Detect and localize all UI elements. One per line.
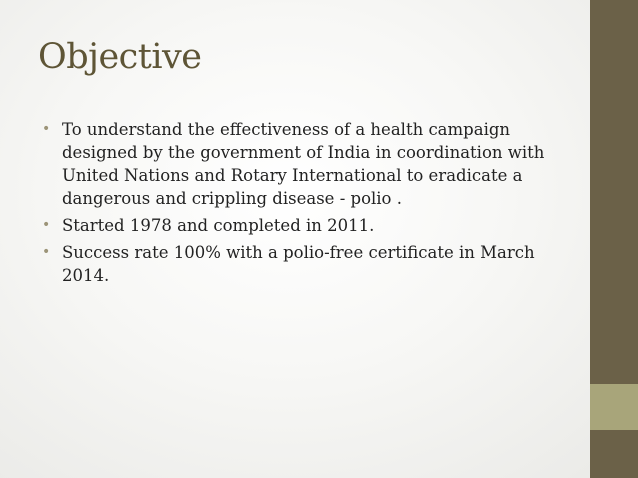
bullet-icon: •: [42, 217, 51, 233]
slide-title: Objective: [38, 37, 202, 77]
bullet-text: Started 1978 and completed in 2011.: [62, 216, 375, 235]
bullet-icon: •: [42, 244, 51, 260]
bullet-list: [42, 118, 562, 291]
bullet-item: [42, 214, 562, 237]
bullet-item: [42, 241, 562, 287]
side-bar-accent-block: [590, 384, 638, 430]
bullet-text: To understand the effectiveness of a health campaign designed by the government of India in coordination with United Nations and Rotary International to eradicate a dangerous and crippling disease - polio .: [62, 120, 545, 208]
bullet-text: Success rate 100% with a polio-free certificate in March 2014.: [62, 243, 535, 285]
bullet-icon: •: [42, 121, 51, 137]
bullet-item: [42, 118, 562, 210]
